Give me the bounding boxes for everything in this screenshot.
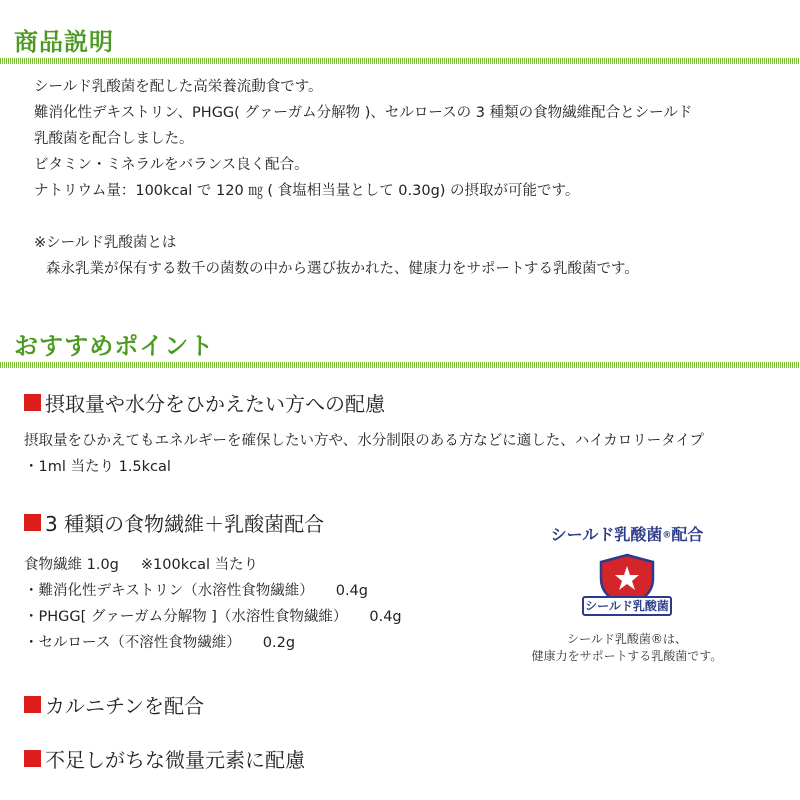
section-divider <box>0 58 800 64</box>
description-line: 乳酸菌を配合しました。 <box>34 131 194 147</box>
fiber-item <box>24 604 402 630</box>
badge-note-line: 健康力をサポートする乳酸菌です。 <box>531 649 723 663</box>
point-heading-fiber <box>24 508 324 537</box>
product-description-title: 商品説明 <box>14 28 114 56</box>
fiber-item <box>24 578 402 604</box>
red-square-bullet-icon <box>24 696 41 713</box>
red-square-bullet-icon <box>24 394 41 411</box>
fiber-item-amount: 0.4g <box>369 609 402 625</box>
fiber-total: 食物繊維 1.0g <box>24 557 119 573</box>
red-square-bullet-icon <box>24 750 41 767</box>
shield-note-title: ※シールド乳酸菌とは <box>34 235 177 251</box>
section-divider <box>0 362 800 368</box>
point-text: 摂取量をひかえてもエネルギーを確保したい方や、水分制限のある方などに適した、ハイカロリータイプ <box>24 433 705 449</box>
shield-logo <box>582 553 672 625</box>
product-description-body <box>34 74 692 282</box>
fiber-item <box>24 630 402 656</box>
shield-logo-label: シールド乳酸菌 <box>582 596 672 616</box>
fiber-item-name: ・セルロース（不溶性食物繊維） <box>24 635 241 651</box>
fiber-item-name: ・難消化性デキストリン（水溶性食物繊維） <box>24 583 314 599</box>
fiber-item-amount: 0.2g <box>262 635 296 651</box>
point-body-fiber <box>24 552 402 656</box>
description-line: ビタミン・ミネラルをバランス良く配合。 <box>34 157 309 173</box>
shield-note-text: 森永乳業が保有する数千の菌数の中から選び抜かれた、健康力をサポートする乳酸菌です。 <box>46 261 639 277</box>
description-line: シールド乳酸菌を配した高栄養流動食です。 <box>34 79 323 95</box>
red-square-bullet-icon <box>24 514 41 531</box>
point-heading-trace-elements <box>24 744 305 773</box>
point-body-intake <box>24 428 704 480</box>
point-heading-text: 3 種類の食物繊維＋乳酸菌配合 <box>45 512 325 536</box>
badge-caption <box>522 522 732 545</box>
shield-lactic-badge <box>522 522 732 665</box>
point-heading-text: 不足しがちな微量元素に配慮 <box>45 748 305 772</box>
point-bullet: ・1ml 当たり 1.5kcal <box>24 459 171 475</box>
point-heading-carnitine <box>24 690 204 719</box>
point-heading-intake <box>24 388 385 417</box>
badge-caption-text: シールド乳酸菌 <box>550 525 663 544</box>
point-heading-text: カルニチンを配合 <box>45 694 204 718</box>
point-heading-text: 摂取量や水分をひかえたい方への配慮 <box>45 392 385 416</box>
registered-mark: ® <box>662 530 672 541</box>
fiber-item-name: ・PHGG[ グァーガム分解物 ]（水溶性食物繊維） <box>24 609 348 625</box>
description-line: 難消化性デキストリン、PHGG( グァーガム分解物 )、セルロースの 3 種類の食物繊維配合とシールド <box>34 105 693 121</box>
per-note: ※100kcal 当たり <box>140 557 259 573</box>
badge-caption-suffix: 配合 <box>671 525 704 544</box>
description-line: ナトリウム量：100kcal で 120 ㎎ ( 食塩相当量として 0.30g) の摂取が可能です。 <box>34 183 580 199</box>
spacer <box>34 204 692 230</box>
fiber-item-amount: 0.4g <box>335 583 368 599</box>
fiber-total-line <box>24 552 402 578</box>
recommended-points-title: おすすめポイント <box>14 332 215 360</box>
badge-note-line: シールド乳酸菌®は、 <box>567 632 687 646</box>
